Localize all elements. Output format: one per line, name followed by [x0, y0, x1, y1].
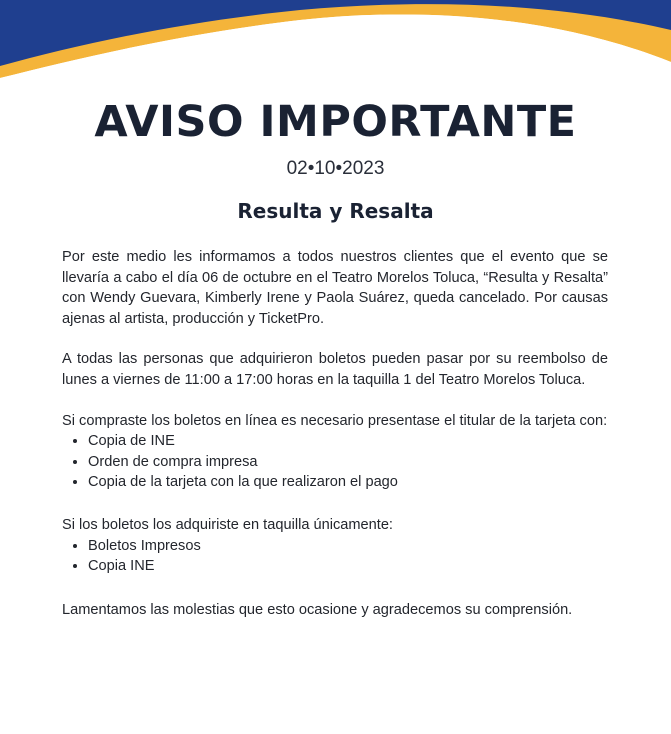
notice-date: 02•10•2023 [286, 158, 385, 179]
page-title: AVISO IMPORTANTE [94, 97, 577, 147]
event-title: Resulta y Resalta [237, 199, 434, 223]
header-wave-decoration [0, 0, 671, 90]
closing-paragraph: Lamentamos las molestias que esto ocasione y agradecemos su comprensión. [62, 601, 573, 618]
list-item: • Boletos Impresos [88, 536, 608, 557]
list-item: • Copia de la tarjeta con la que realizaron el pago [88, 472, 608, 493]
list-item: • Copia de INE [88, 431, 608, 452]
notice-body [62, 247, 608, 620]
cancellation-paragraph: Por este medio les informamos a todos nuestros clientes que el evento que se llevaría a cabo el día 06 de octubre en el Teatro Morelos Toluca, “Resulta y Resalta” con Wendy Guevara, Kimberly Irene y Paola Suárez, queda cancelado. Por causas ajenas al artista, producción y TicketPro. [62, 249, 608, 327]
refund-paragraph: A todas las personas que adquirieron boletos pueden pasar por su reembolso de lunes a viernes de 11:00 a 17:00 horas en la taquilla 1 del Teatro Morelos Toluca. [62, 351, 608, 388]
online-purchase-intro: Si compraste los boletos en línea es necesario presentase el titular de la tarjeta con: [62, 412, 608, 429]
online-requirements-list [62, 431, 608, 493]
list-item: • Copia INE [88, 556, 608, 577]
box-office-intro: Si los boletos los adquiriste en taquilla únicamente: [62, 516, 393, 533]
box-office-requirements-list [62, 536, 608, 577]
list-item: • Orden de compra impresa [88, 452, 608, 473]
